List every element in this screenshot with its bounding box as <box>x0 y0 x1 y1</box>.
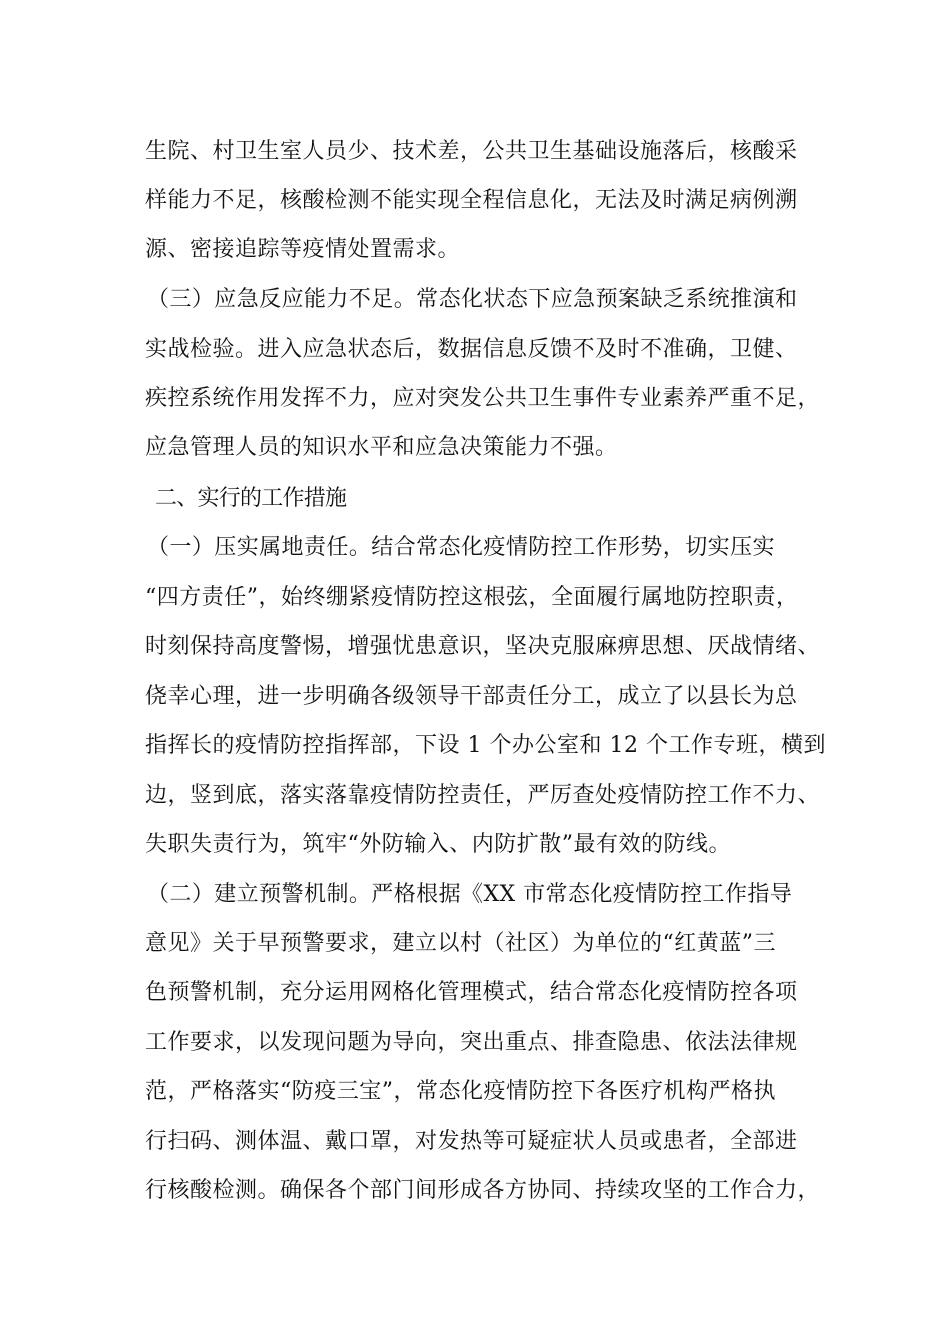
body-line: 范，严格落实“防疫三宝”，常态化疫情防控下各医疗机构严格执 <box>145 1079 776 1104</box>
body-line: 实战检验。进入应急状态后，数据信息反馈不及时不准确，卫健、 <box>145 337 798 362</box>
body-line: 工作要求，以发现问题为导向，突出重点、排查隐患、依法法律规 <box>145 1030 798 1055</box>
body-line: 失职失责行为，筑牢“外防输入、内防扩散”最有效的防线。 <box>145 832 731 857</box>
body-line: 边，竖到底，落实落靠疫情防控责任，严厉查处疫情防控工作不力、 <box>145 783 821 808</box>
body-line: 行核酸检测。确保各个部门间形成各方协同、持续攻坚的工作合力， <box>145 1178 821 1203</box>
section-heading: 二、实行的工作措施 <box>155 486 347 511</box>
body-line: （一）压实属地责任。结合常态化疫情防控工作形势，切实压实 <box>147 535 775 560</box>
body-line: 应急管理人员的知识水平和应急决策能力不强。 <box>145 435 618 460</box>
body-line: 侥幸心理，进一步明确各级领导干部责任分工，成立了以县长为总 <box>145 684 798 709</box>
body-line: （三）应急反应能力不足。常态化状态下应急预案缺乏系统推演和 <box>147 287 798 312</box>
body-line: 生院、村卫生室人员少、技术差，公共卫生基础设施落后，核酸采 <box>145 139 798 164</box>
body-line: 时刻保持高度警惕，增强忧患意识，坚决克服麻痹思想、厌战情绪、 <box>145 634 821 659</box>
body-line: 色预警机制，充分运用网格化管理模式，结合常态化疫情防控各项 <box>145 980 798 1005</box>
body-line: 意见》关于早预警要求，建立以村（社区）为单位的“红黄蓝”三 <box>145 931 776 956</box>
body-line: 源、密接追踪等疫情处置需求。 <box>145 237 461 262</box>
body-line: 疾控系统作用发挥不力，应对突发公共卫生事件专业素养严重不足， <box>145 386 821 411</box>
body-line: 行扫码、测体温、戴口罩，对发热等可疑症状人员或患者，全部进 <box>145 1129 798 1154</box>
body-line: 指挥长的疫情防控指挥部，下设 1 个办公室和 12 个工作专班，横到 <box>145 733 826 758</box>
body-line: 样能力不足，核酸检测不能实现全程信息化，无法及时满足病例溯 <box>145 188 798 213</box>
body-line: “四方责任”，始终绷紧疫情防控这根弦，全面履行属地防控职责， <box>145 585 799 610</box>
body-line: （二）建立预警机制。严格根据《XX 市常态化疫情防控工作指导 <box>147 882 793 907</box>
